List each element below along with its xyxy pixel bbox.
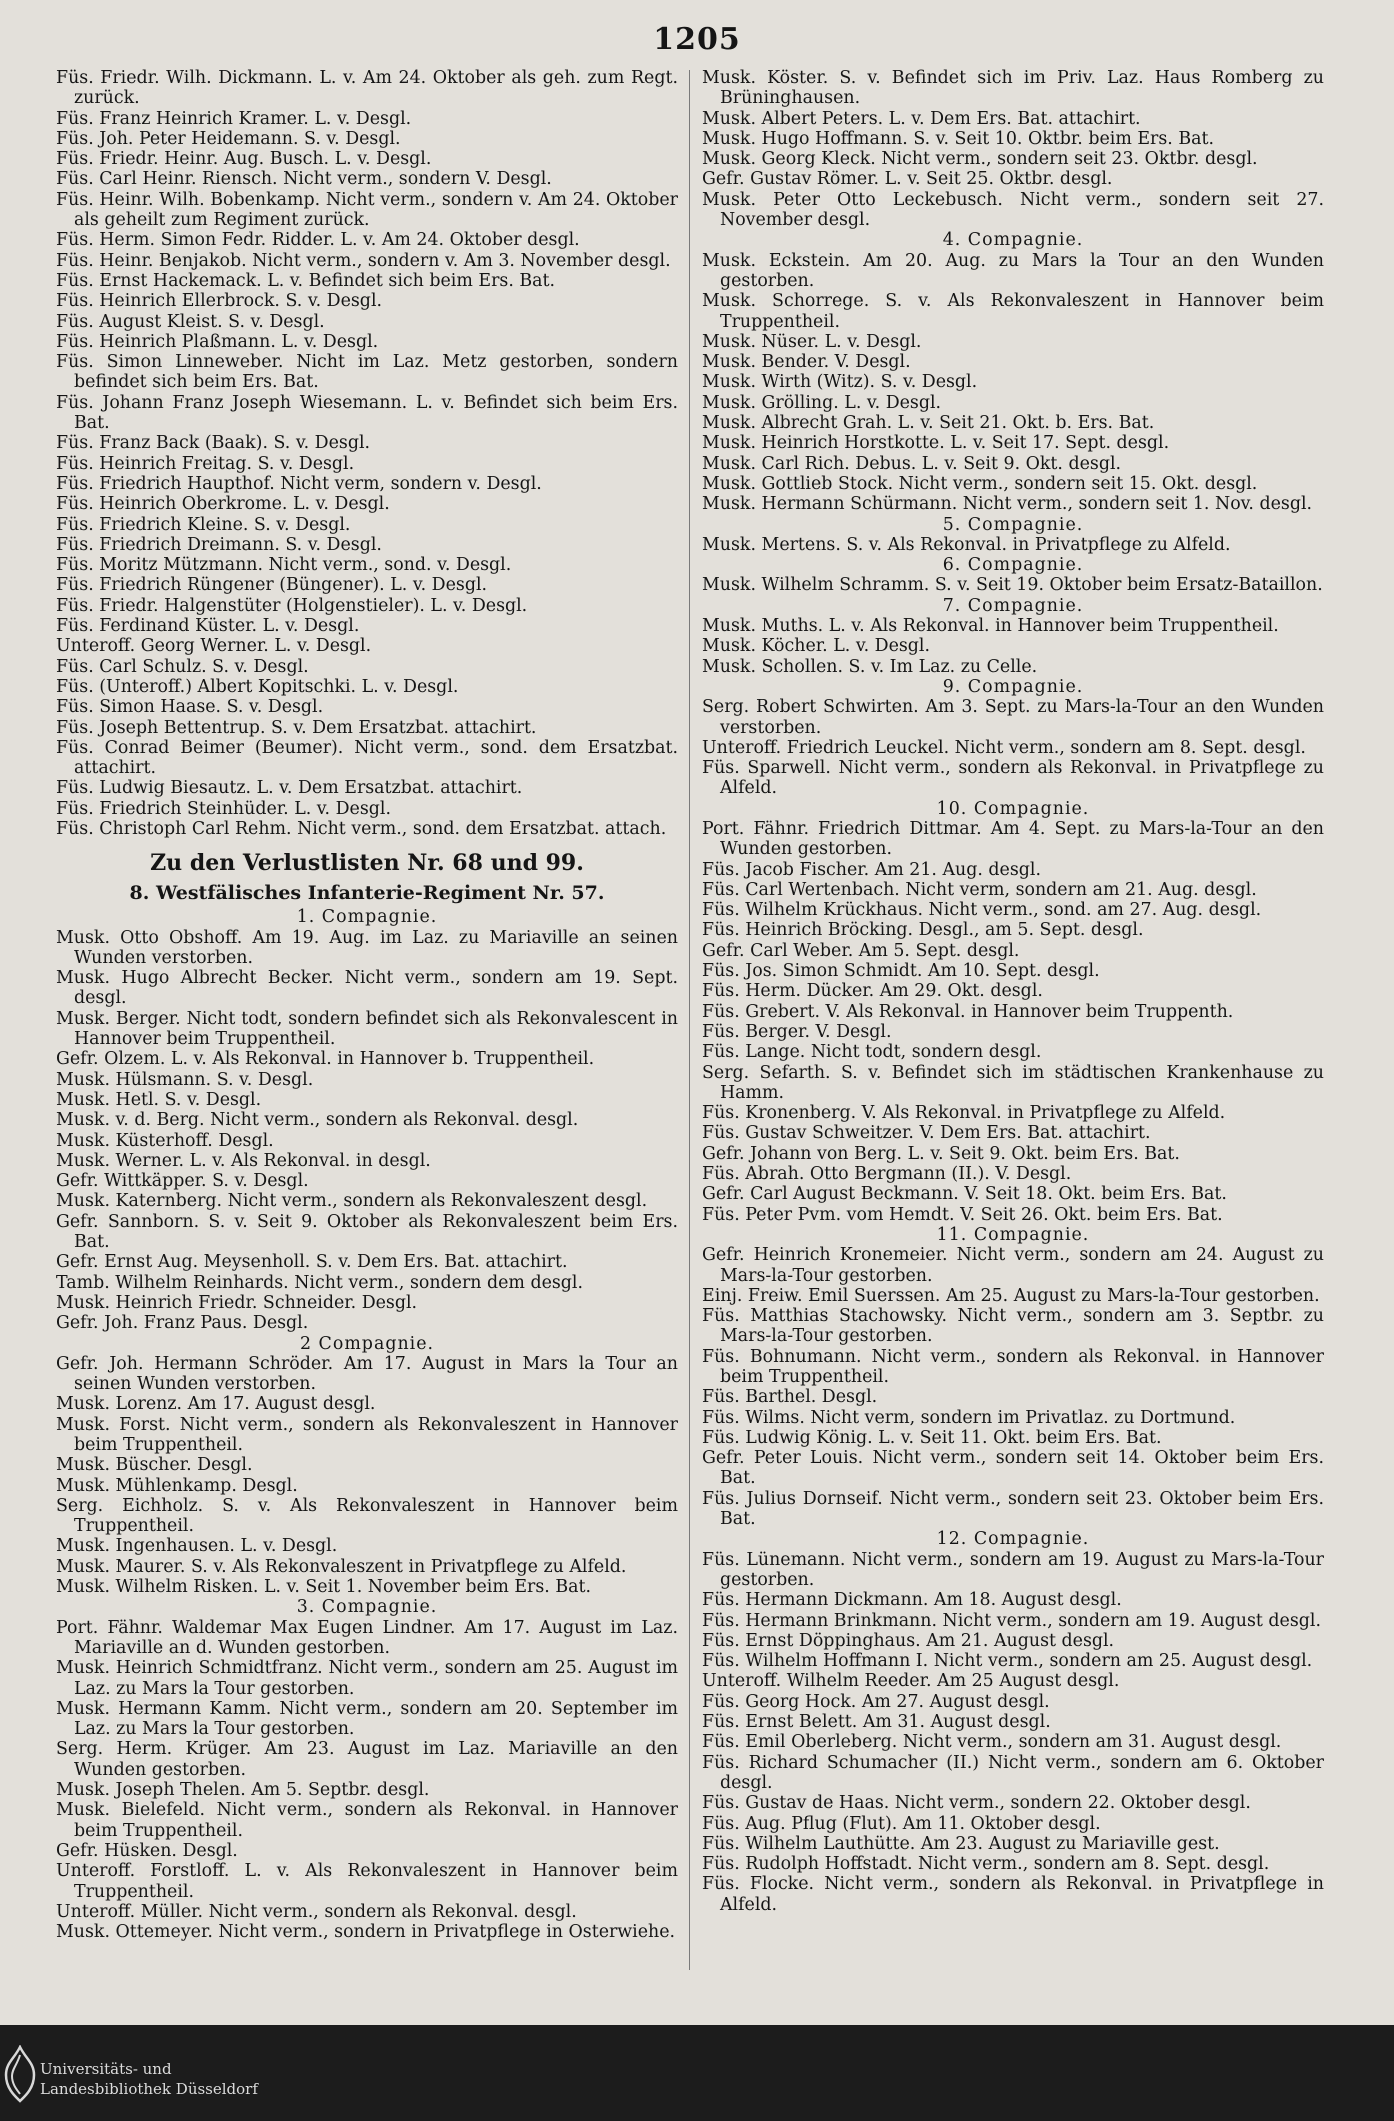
casualty-entry: Füs. Friedrich Kleine. S. v. Desgl. xyxy=(56,514,351,535)
footer-text xyxy=(40,2059,258,2099)
casualty-entry: Musk. Hermann Schürmann. Nicht verm., sondern seit 1. Nov. desgl. xyxy=(702,494,1313,515)
casualty-entry: Serg. Eichholz. S. v. Als Rekonvaleszent in Hannover beim Truppentheil. xyxy=(56,1495,678,1537)
casualty-entry: Gefr. Peter Louis. Nicht verm., sondern seit 14. Oktober beim Ers. Bat. xyxy=(702,1448,1324,1489)
casualty-entry: Musk. Werner. L. v. Als Rekonval. in desgl. xyxy=(56,1150,431,1171)
casualty-entry: Füs. Lange. Nicht todt, sondern desgl. xyxy=(702,1042,1042,1063)
casualty-entry: Füs. Hermann Dickmann. Am 18. August desgl. xyxy=(702,1590,1122,1611)
casualty-entry: Füs. Grebert. V. Als Rekonval. in Hannover beim Truppenth. xyxy=(702,1001,1234,1022)
casualty-entry: Musk. Heinrich Friedr. Schneider. Desgl. xyxy=(56,1292,418,1313)
company-heading: 10. Compagnie. xyxy=(936,798,1090,819)
library-logo xyxy=(2,2045,38,2103)
casualty-entry: Füs. Hermann Brinkmann. Nicht verm., sondern am 19. August desgl. xyxy=(702,1610,1321,1631)
casualty-entry: Musk. Hugo Hoffmann. S. v. Seit 10. Oktbr. beim Ers. Bat. xyxy=(702,128,1214,149)
casualty-entry: Musk. Hermann Kamm. Nicht verm., sondern am 20. September im Laz. zu Mars la Tour gestorben. xyxy=(56,1698,678,1740)
casualty-entry: Musk. Muths. L. v. Als Rekonval. in Hannover beim Truppentheil. xyxy=(702,616,1279,637)
casualty-entry: Füs. Gustav Schweitzer. V. Dem Ers. Bat. attachirt. xyxy=(702,1123,1151,1144)
casualty-entry: Musk. Heinrich Horstkotte. L. v. Seit 17. Sept. desgl. xyxy=(702,433,1170,454)
company-heading: 7. Compagnie. xyxy=(942,595,1084,616)
casualty-entry: Füs. Lünemann. Nicht verm., sondern am 19. August zu Mars-la-Tour gestorben. xyxy=(702,1549,1324,1590)
casualty-entry: Unteroff. Georg Werner. L. v. Desgl. xyxy=(56,636,372,657)
company-heading: 11. Compagnie. xyxy=(936,1224,1090,1245)
casualty-entry: Füs. Bohnumann. Nicht verm., sondern als Rekonval. in Hannover beim Truppentheil. xyxy=(702,1346,1324,1387)
casualty-entry: Füs. Ernst Belett. Am 31. August desgl. xyxy=(702,1712,1051,1733)
casualty-entry: Füs. Friedrich Steinhüder. L. v. Desgl. xyxy=(56,798,391,819)
casualty-entry: Gefr. Gustav Römer. L. v. Seit 25. Oktbr. desgl. xyxy=(702,169,1113,190)
casualty-entry: Füs. Simon Haase. S. v. Desgl. xyxy=(56,697,324,718)
casualty-entry: Füs. Joh. Peter Heidemann. S. v. Desgl. xyxy=(56,128,401,149)
company-heading: 5. Compagnie. xyxy=(942,514,1084,535)
casualty-entry: Füs. Herm. Dücker. Am 29. Okt. desgl. xyxy=(702,981,1043,1002)
casualty-entry: Unteroff. Müller. Nicht verm., sondern als Rekonval. desgl. xyxy=(56,1901,577,1922)
casualty-entry: Gefr. Joh. Franz Paus. Desgl. xyxy=(56,1313,309,1334)
casualty-entry: Füs. Sparwell. Nicht verm., sondern als Rekonval. in Privatpflege zu Alfeld. xyxy=(702,758,1324,799)
casualty-entry: Musk. Küsterhoff. Desgl. xyxy=(56,1130,274,1151)
casualty-entry: Musk. Forst. Nicht verm., sondern als Rekonvaleszent in Hannover beim Truppentheil. xyxy=(56,1414,678,1455)
casualty-entry: Gefr. Sannborn. S. v. Seit 9. Oktober als Rekonvaleszent beim Ers. Bat. xyxy=(56,1211,678,1253)
casualty-entry: Füs. Heinrich Plaßmann. L. v. Desgl. xyxy=(56,331,379,352)
casualty-entry: Musk. Ottemeyer. Nicht verm., sondern in Privatpflege in Osterwiehe. xyxy=(56,1922,676,1943)
casualty-entry: Füs. Friedr. Heinr. Aug. Busch. L. v. Desgl. xyxy=(56,149,432,170)
casualty-entry: Serg. Robert Schwirten. Am 3. Sept. zu Mars-la-Tour an den Wunden verstorben. xyxy=(702,697,1324,738)
casualty-entry: Musk. Georg Kleck. Nicht verm., sondern seit 23. Oktbr. desgl. xyxy=(702,149,1258,170)
casualty-entry: Gefr. Wittkäpper. S. v. Desgl. xyxy=(56,1171,309,1192)
casualty-entry: Füs. Heinrich Oberkrome. L. v. Desgl. xyxy=(56,494,390,515)
casualty-entry: Füs. Abrah. Otto Bergmann (II.). V. Desgl. xyxy=(702,1164,1072,1185)
casualty-entry: Musk. Eckstein. Am 20. Aug. zu Mars la Tour an den Wunden gestorben. xyxy=(702,250,1324,291)
footer-bar xyxy=(0,2025,1394,2121)
casualty-entry: Gefr. Hüsken. Desgl. xyxy=(56,1840,238,1861)
company-heading: 4. Compagnie. xyxy=(942,230,1084,251)
casualty-entry: Füs. August Kleist. S. v. Desgl. xyxy=(56,311,325,332)
casualty-entry: Musk. Carl Rich. Debus. L. v. Seit 9. Okt. desgl. xyxy=(702,453,1122,474)
casualty-entry: Unteroff. Wilhelm Reeder. Am 25 August desgl. xyxy=(702,1671,1120,1692)
casualty-entry: Füs. Emil Oberleberg. Nicht verm., sondern am 31. August desgl. xyxy=(702,1732,1282,1753)
casualty-entry: Füs. Johann Franz Joseph Wiesemann. L. v. Befindet sich beim Ers. Bat. xyxy=(56,392,678,434)
casualty-entry: Gefr. Joh. Hermann Schröder. Am 17. August in Mars la Tour an seinen Wunden verstorben. xyxy=(56,1353,678,1395)
casualty-entry: Musk. Albrecht Grah. L. v. Seit 21. Okt. b. Ers. Bat. xyxy=(702,413,1155,434)
casualty-entry: Musk. Berger. Nicht todt, sondern befindet sich als Rekonvalescent in Hannover beim Truppentheil. xyxy=(56,1008,678,1050)
casualty-entry: Füs. Friedrich Rüngener (Büngener). L. v. Desgl. xyxy=(56,575,488,596)
casualty-entry: Serg. Herm. Krüger. Am 23. August im Laz. Mariaville an den Wunden gestorben. xyxy=(56,1739,678,1780)
casualty-entry: Unteroff. Friedrich Leuckel. Nicht verm., sondern am 8. Sept. desgl. xyxy=(702,737,1306,758)
casualty-entry: Füs. Jacob Fischer. Am 21. Aug. desgl. xyxy=(702,859,1041,880)
casualty-entry: Musk. Katernberg. Nicht verm., sondern als Rekonvaleszent desgl. xyxy=(56,1191,648,1212)
casualty-entry: Füs. Friedrich Haupthof. Nicht verm, sondern v. Desgl. xyxy=(56,473,542,494)
casualty-entry: Musk. Wilhelm Schramm. S. v. Seit 19. Oktober beim Ersatz-Bataillon. xyxy=(702,575,1323,596)
casualty-entry: Füs. Conrad Beimer (Beumer). Nicht verm., sond. dem Ersatzbat. attachirt. xyxy=(56,737,678,779)
casualty-entry: Musk. Bielefeld. Nicht verm., sondern als Rekonval. in Hannover beim Truppentheil. xyxy=(56,1800,678,1841)
casualty-entry: Füs. Aug. Pflug (Flut). Am 11. Oktober desgl. xyxy=(702,1813,1101,1834)
casualty-entry: Füs. Peter Pvm. vom Hemdt. V. Seit 26. Okt. beim Ers. Bat. xyxy=(702,1204,1223,1225)
casualty-entry: Füs. Friedr. Wilh. Dickmann. L. v. Am 24. Oktober als geh. zum Regt. zurück. xyxy=(56,68,678,109)
casualty-entry: Musk. Peter Otto Leckebusch. Nicht verm., sondern seit 27. November desgl. xyxy=(702,189,1324,231)
footer-line-2: Landesbibliothek Düsseldorf xyxy=(40,2080,258,2098)
casualty-entry: Musk. Otto Obshoff. Am 19. Aug. im Laz. zu Mariaville an seinen Wunden verstorben. xyxy=(56,927,678,968)
casualty-entry: Füs. Heinrich Ellerbrock. S. v. Desgl. xyxy=(56,291,383,312)
casualty-entry: Musk. Ingenhausen. L. v. Desgl. xyxy=(56,1536,338,1557)
casualty-entry: Füs. Heinr. Benjakob. Nicht verm., sondern v. Am 3. November desgl. xyxy=(56,250,671,271)
casualty-entry: Füs. Carl Wertenbach. Nicht verm, sondern am 21. Aug. desgl. xyxy=(702,879,1257,900)
casualty-entry: Füs. Gustav de Haas. Nicht verm., sondern 22. Oktober desgl. xyxy=(702,1793,1251,1814)
casualty-entry: Musk. Köster. S. v. Befindet sich im Priv. Laz. Haus Romberg zu Brüninghausen. xyxy=(702,68,1324,109)
casualty-entry: Port. Fähnr. Waldemar Max Eugen Lindner. Am 17. August im Laz. Mariaville an d. Wunden gestorben. xyxy=(56,1617,678,1658)
casualty-entry: Gefr. Olzem. L. v. Als Rekonval. in Hannover b. Truppentheil. xyxy=(56,1049,595,1070)
casualty-entry: Füs. Herm. Simon Fedr. Ridder. L. v. Am 24. Oktober desgl. xyxy=(56,230,580,251)
casualty-entry: Musk. Köcher. L. v. Desgl. xyxy=(702,636,931,657)
company-heading: 3. Compagnie. xyxy=(296,1597,438,1618)
page-number: 1205 xyxy=(653,22,741,57)
casualty-entry: Füs. Heinr. Wilh. Bobenkamp. Nicht verm., sondern v. Am 24. Oktober als geheilt zum Regiment zurück. xyxy=(56,189,678,231)
casualty-entry: Musk. Wirth (Witz). S. v. Desgl. xyxy=(702,372,978,393)
casualty-entry: Musk. Gottlieb Stock. Nicht verm., sondern seit 15. Okt. desgl. xyxy=(702,473,1258,494)
left-column xyxy=(56,68,678,1942)
casualty-entry: Füs. Moritz Mützmann. Nicht verm., sond. v. Desgl. xyxy=(56,555,512,576)
company-heading: 12. Compagnie. xyxy=(936,1529,1090,1550)
casualty-entry: Füs. Matthias Stachowsky. Nicht verm., sondern am 3. Septbr. zu Mars-la-Tour gestorben. xyxy=(702,1306,1324,1347)
casualty-entry: Füs. Simon Linneweber. Nicht im Laz. Metz gestorben, sondern befindet sich beim Ers. Bat. xyxy=(56,352,678,393)
casualty-entry: Musk. Hülsmann. S. v. Desgl. xyxy=(56,1069,314,1090)
casualty-entry: Musk. Schollen. S. v. Im Laz. zu Celle. xyxy=(702,656,1038,677)
casualty-entry: Füs. Wilhelm Lauthütte. Am 23. August zu Mariaville gest. xyxy=(702,1833,1220,1854)
casualty-entry: Füs. Franz Heinrich Kramer. L. v. Desgl. xyxy=(56,108,412,129)
right-column xyxy=(702,68,1324,1915)
casualty-entry: Musk. Büscher. Desgl. xyxy=(56,1455,253,1476)
casualty-entry: Musk. Bender. V. Desgl. xyxy=(702,352,911,373)
casualty-entry: Musk. Mühlenkamp. Desgl. xyxy=(56,1475,298,1496)
regiment-heading: 8. Westfälisches Infanterie-Regiment Nr. 57. xyxy=(129,882,605,905)
casualty-entry: Füs. Flocke. Nicht verm., sondern als Rekonval. in Privatpflege in Alfeld. xyxy=(702,1874,1324,1915)
casualty-entry: Musk. Nüser. L. v. Desgl. xyxy=(702,331,922,352)
casualty-entry: Füs. Heinrich Freitag. S. v. Desgl. xyxy=(56,453,355,474)
casualty-entry: Musk. Joseph Thelen. Am 5. Septbr. desgl. xyxy=(56,1780,430,1801)
company-heading: 2 Compagnie. xyxy=(299,1333,435,1354)
casualty-entry: Füs. Georg Hock. Am 27. August desgl. xyxy=(702,1691,1050,1712)
casualty-entry: Füs. Wilhelm Hoffmann I. Nicht verm., sondern am 25. August desgl. xyxy=(702,1651,1313,1672)
footer-line-1: Universitäts- und xyxy=(40,2060,172,2078)
casualty-entry: Füs. Ernst Döppinghaus. Am 21. August desgl. xyxy=(702,1630,1115,1651)
casualty-entry: Musk. Schorrege. S. v. Als Rekonvaleszent in Hannover beim Truppentheil. xyxy=(702,291,1324,332)
casualty-entry: Füs. Christoph Carl Rehm. Nicht verm., sond. dem Ersatzbat. attach. xyxy=(56,818,667,839)
casualty-entry: Gefr. Carl August Beckmann. V. Seit 18. Okt. beim Ers. Bat. xyxy=(702,1184,1227,1205)
casualty-entry: Füs. Franz Back (Baak). S. v. Desgl. xyxy=(56,433,371,454)
casualty-entry: Gefr. Ernst Aug. Meysenholl. S. v. Dem Ers. Bat. attachirt. xyxy=(56,1252,568,1273)
casualty-entry: Füs. Kronenberg. V. Als Rekonval. in Privatpflege zu Alfeld. xyxy=(702,1103,1226,1124)
casualty-entry: Füs. Carl Schulz. S. v. Desgl. xyxy=(56,656,309,677)
company-heading: 9. Compagnie. xyxy=(942,676,1084,697)
casualty-entry: Füs. Ferdinand Küster. L. v. Desgl. xyxy=(56,616,360,637)
casualty-entry: Tamb. Wilhelm Reinhards. Nicht verm., sondern dem desgl. xyxy=(56,1272,584,1293)
casualty-entry: Füs. Wilms. Nicht verm, sondern im Privatlaz. zu Dortmund. xyxy=(702,1407,1236,1428)
casualty-entry: Unteroff. Forstloff. L. v. Als Rekonvaleszent in Hannover beim Truppentheil. xyxy=(56,1861,678,1902)
casualty-entry: Musk. Grölling. L. v. Desgl. xyxy=(702,392,942,413)
company-heading: 1. Compagnie. xyxy=(296,907,438,928)
casualty-entry: Füs. Ludwig König. L. v. Seit 11. Okt. beim Ers. Bat. xyxy=(702,1427,1162,1448)
company-heading: 6. Compagnie. xyxy=(942,555,1084,576)
casualty-entry: Musk. Heinrich Schmidtfranz. Nicht verm., sondern am 25. August im Laz. zu Mars la Tour gestorben. xyxy=(56,1658,678,1699)
casualty-entry: Musk. v. d. Berg. Nicht verm., sondern als Rekonval. desgl. xyxy=(56,1110,579,1131)
casualty-entry: Musk. Lorenz. Am 17. August desgl. xyxy=(56,1394,376,1415)
casualty-entry: Musk. Hetl. S. v. Desgl. xyxy=(56,1089,262,1110)
casualty-entry: Gefr. Heinrich Kronemeier. Nicht verm., sondern am 24. August zu Mars-la-Tour gestorben. xyxy=(702,1245,1324,1286)
casualty-entry: Füs. Friedrich Dreimann. S. v. Desgl. xyxy=(56,534,382,555)
casualty-entry: Musk. Hugo Albrecht Becker. Nicht verm., sondern am 19. Sept. desgl. xyxy=(56,968,678,1009)
casualty-entry: Füs. Rudolph Hoffstadt. Nicht verm., sondern am 8. Sept. desgl. xyxy=(702,1854,1270,1875)
casualty-entry: Füs. Jos. Simon Schmidt. Am 10. Sept. desgl. xyxy=(702,961,1100,982)
casualty-entry: Füs. Joseph Bettentrup. S. v. Dem Ersatzbat. attachirt. xyxy=(56,717,537,738)
casualty-entry: Musk. Maurer. S. v. Als Rekonvaleszent in Privatpflege zu Alfeld. xyxy=(56,1556,627,1577)
casualty-entry: Füs. Richard Schumacher (II.) Nicht verm., sondern am 6. Oktober desgl. xyxy=(702,1752,1324,1793)
casualty-entry: Musk. Wilhelm Risken. L. v. Seit 1. November beim Ers. Bat. xyxy=(56,1577,591,1598)
casualty-entry: Füs. Ludwig Biesautz. L. v. Dem Ersatzbat. attachirt. xyxy=(56,778,523,799)
casualty-entry: Füs. Heinrich Bröcking. Desgl., am 5. Sept. desgl. xyxy=(702,920,1144,941)
casualty-entry: Füs. Barthel. Desgl. xyxy=(702,1387,878,1408)
casualty-entry: Füs. Berger. V. Desgl. xyxy=(702,1021,892,1042)
casualty-entry: Serg. Sefarth. S. v. Befindet sich im städtischen Krankenhause zu Hamm. xyxy=(702,1062,1324,1103)
casualty-entry: Port. Fähnr. Friedrich Dittmar. Am 4. Sept. zu Mars-la-Tour an den Wunden gestorben. xyxy=(702,818,1324,860)
casualty-entry: Einj. Freiw. Emil Suerssen. Am 25. August zu Mars-la-Tour gestorben. xyxy=(702,1285,1320,1306)
casualty-entry: Füs. Friedr. Halgenstüter (Holgenstieler). L. v. Desgl. xyxy=(56,595,528,616)
casualty-entry: Füs. Wilhelm Krückhaus. Nicht verm., sond. am 27. Aug. desgl. xyxy=(702,900,1262,921)
casualty-entry: Musk. Mertens. S. v. Als Rekonval. in Privatpflege zu Alfeld. xyxy=(702,534,1231,555)
section-title: Zu den Verlustlisten Nr. 68 und 99. xyxy=(150,850,584,877)
casualty-entry: Gefr. Johann von Berg. L. v. Seit 9. Okt. beim Ers. Bat. xyxy=(702,1143,1180,1164)
casualty-entry: Füs. Carl Heinr. Riensch. Nicht verm., sondern V. Desgl. xyxy=(56,169,552,190)
casualty-entry: Füs. Ernst Hackemack. L. v. Befindet sich beim Ers. Bat. xyxy=(56,270,556,291)
casualty-entry: Füs. Julius Dornseif. Nicht verm., sondern seit 23. Oktober beim Ers. Bat. xyxy=(702,1488,1324,1530)
casualty-entry: Gefr. Carl Weber. Am 5. Sept. desgl. xyxy=(702,940,1020,961)
column-divider xyxy=(689,70,690,1970)
casualty-entry: Musk. Albert Peters. L. v. Dem Ers. Bat. attachirt. xyxy=(702,108,1141,129)
casualty-entry: Füs. (Unteroff.) Albert Kopitschki. L. v. Desgl. xyxy=(56,676,459,697)
